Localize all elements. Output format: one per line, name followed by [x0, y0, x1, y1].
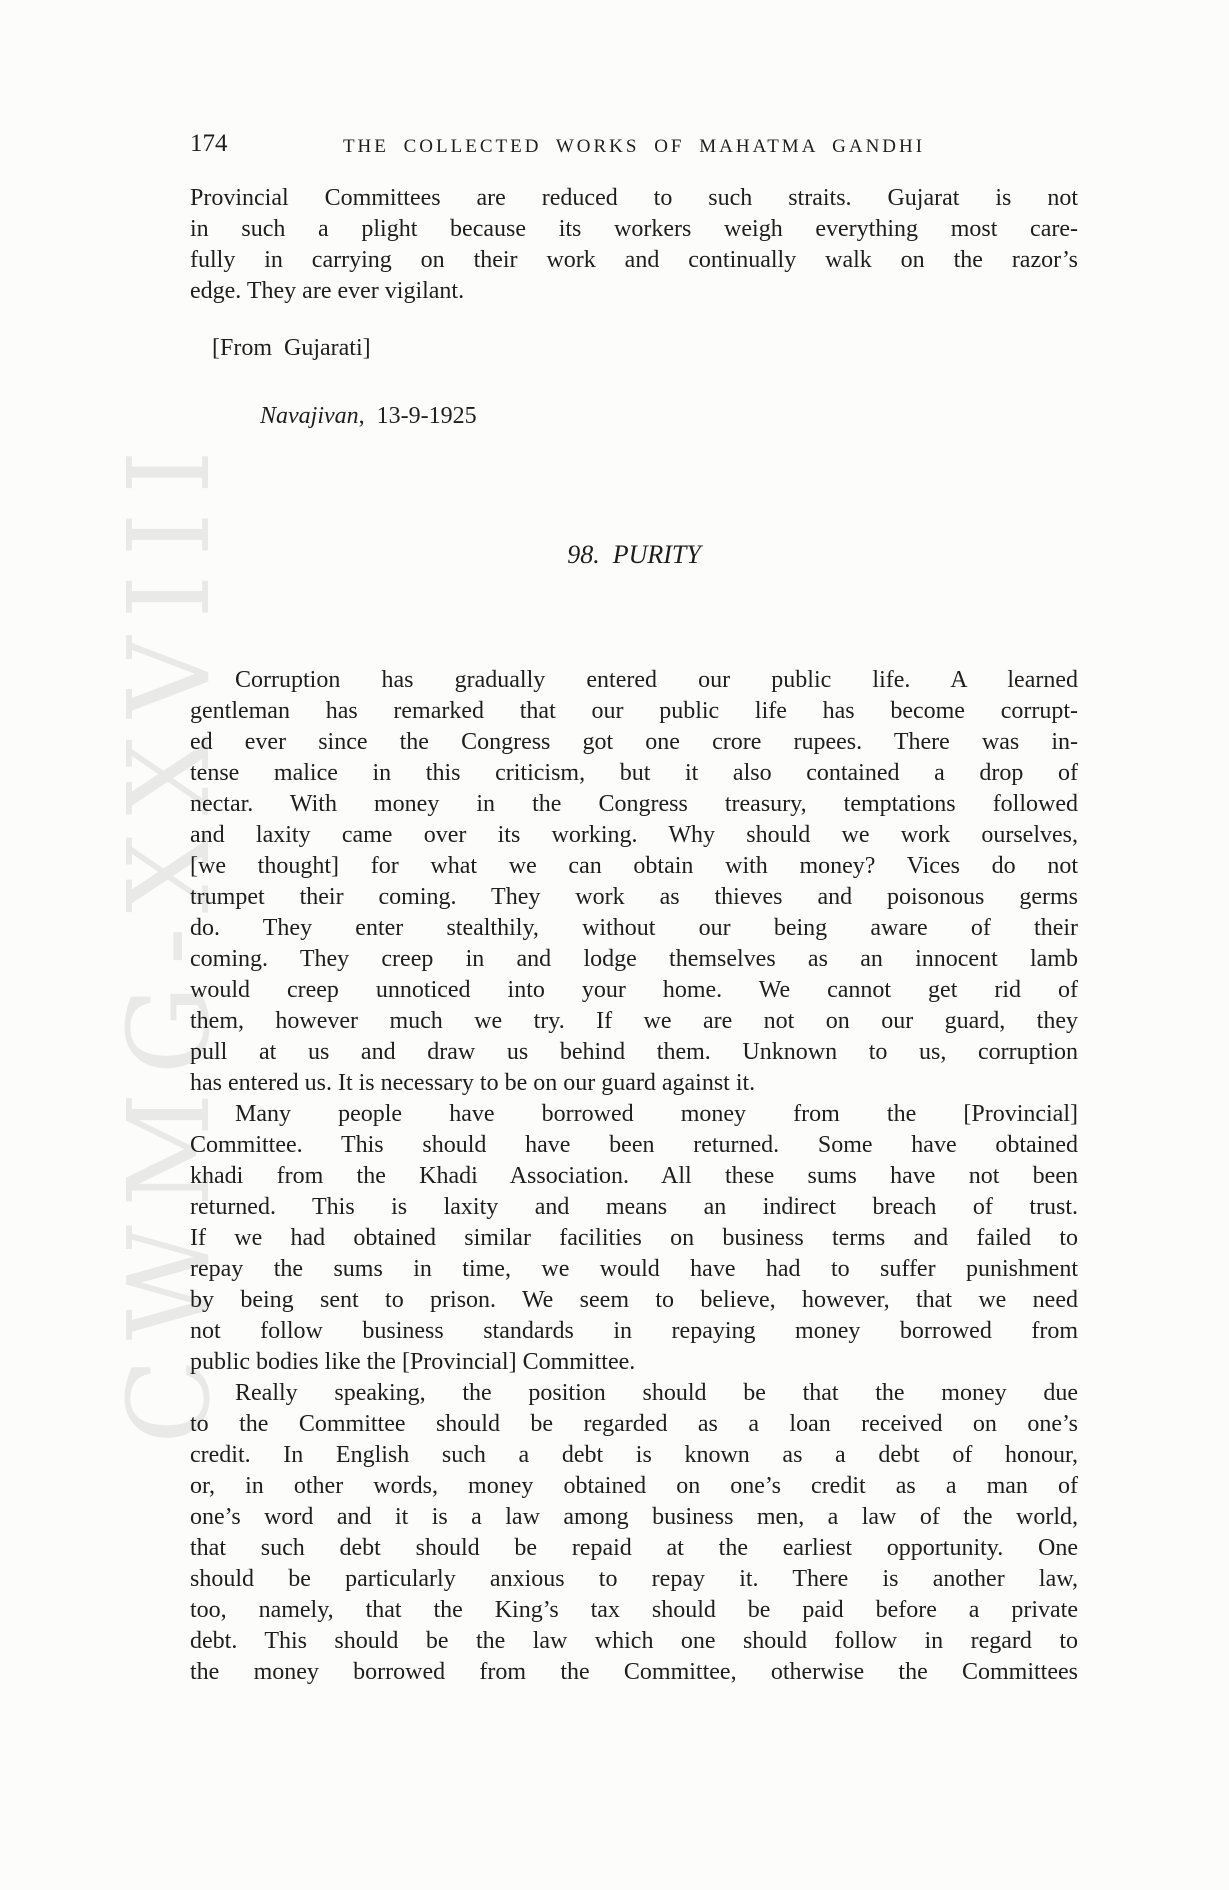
body-paragraph-3 — [190, 1378, 1078, 1688]
volume-watermark: CWMG-XXVIII — [105, 432, 235, 1444]
text-column — [190, 130, 1078, 1688]
text-line: pull at us and draw us behind them. Unknown to us, corruption — [190, 1039, 1078, 1065]
text-line: Committee. This should have been returned. Some have obtained — [190, 1132, 1078, 1158]
source-block — [190, 331, 1078, 467]
text-line: too, namely, that the King’s tax should be paid before a private — [190, 1597, 1078, 1623]
section-heading: 98. PURITY — [567, 540, 701, 569]
text-line: [we thought] for what we can obtain with money? Vices do not — [190, 853, 1078, 879]
text-line: ed ever since the Congress got one crore rupees. There was in- — [190, 729, 1078, 755]
source-language-note: [From Gujarati] — [212, 335, 371, 361]
text-line: to the Committee should be regarded as a loan received on one’s — [190, 1411, 1078, 1437]
journal-name: Navajivan — [260, 403, 359, 429]
text-line: them, however much we try. If we are not on our guard, they — [190, 1008, 1078, 1034]
body-paragraph-1 — [190, 665, 1078, 1099]
text-line: If we had obtained similar facilities on business terms and failed to — [190, 1225, 1078, 1251]
text-line: or, in other words, money obtained on one’s credit as a man of — [190, 1473, 1078, 1499]
text-line: has entered us. It is necessary to be on our guard against it. — [190, 1070, 756, 1096]
text-line: tense malice in this criticism, but it also contained a drop of — [190, 760, 1078, 786]
text-line: Provincial Committees are reduced to such straits. Gujarat is not — [190, 185, 1078, 211]
text-line: credit. In English such a debt is known as a debt of honour, — [190, 1442, 1078, 1468]
text-line: one’s word and it is a law among business men, a law of the world, — [190, 1504, 1078, 1530]
text-line: public bodies like the [Provincial] Committee. — [190, 1349, 636, 1375]
text-line: Many people have borrowed money from the [Provincial] — [235, 1101, 1078, 1127]
text-line: gentleman has remarked that our public life has become corrupt- — [190, 698, 1078, 724]
text-line: Really speaking, the position should be that the money due — [235, 1380, 1078, 1406]
text-line: repay the sums in time, we would have had to suffer punishment — [190, 1256, 1078, 1282]
text-line: that such debt should be repaid at the earliest opportunity. One — [190, 1535, 1078, 1561]
text-line: debt. This should be the law which one should follow in regard to — [190, 1628, 1078, 1654]
text-line: in such a plight because its workers weigh everything most care- — [190, 216, 1078, 242]
running-head — [190, 130, 1078, 160]
continued-paragraph — [190, 183, 1078, 307]
text-line: nectar. With money in the Congress treasury, temptations followed — [190, 791, 1078, 817]
text-line: edge. They are ever vigilant. — [190, 278, 465, 304]
text-line: by being sent to prison. We seem to believe, however, that we need — [190, 1287, 1078, 1313]
text-line: khadi from the Khadi Association. All these sums have not been — [190, 1163, 1078, 1189]
text-line: coming. They creep in and lodge themselves as an innocent lamb — [190, 946, 1078, 972]
text-line: fully in carrying on their work and continually walk on the razor’s — [190, 247, 1078, 273]
page-number: 174 — [190, 130, 228, 157]
source-date: , 13-9-1925 — [358, 403, 477, 429]
text-line: and laxity came over its working. Why should we work ourselves, — [190, 822, 1078, 848]
running-title: THE COLLECTED WORKS OF MAHATMA GANDHI — [342, 136, 926, 157]
source-citation — [212, 365, 1078, 467]
body-paragraph-2 — [190, 1099, 1078, 1378]
text-line: returned. This is laxity and means an indirect breach of trust. — [190, 1194, 1078, 1220]
text-line: the money borrowed from the Committee, otherwise the Committees — [190, 1659, 1078, 1685]
text-line: not follow business standards in repaying money borrowed from — [190, 1318, 1078, 1344]
text-line: Corruption has gradually entered our public life. A learned — [235, 667, 1078, 693]
text-line: should be particularly anxious to repay it. There is another law, — [190, 1566, 1078, 1592]
text-line: would creep unnoticed into your home. We cannot get rid of — [190, 977, 1078, 1003]
text-line: trumpet their coming. They work as thieves and poisonous germs — [190, 884, 1078, 910]
text-line: do. They enter stealthily, without our being aware of their — [190, 915, 1078, 941]
